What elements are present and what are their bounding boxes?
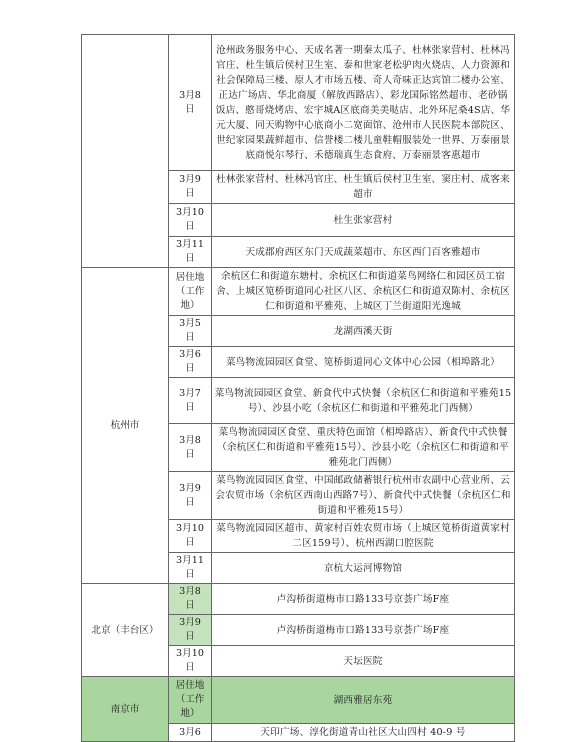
date-cell: 3月6日 [169,347,212,378]
table-row [82,268,515,316]
locations-cell: 菜鸟物流园园区食堂、笕桥街道同心文体中心公园（相埠路北） [212,347,515,378]
locations-cell: 杜生张家营村 [212,204,515,237]
locations-cell: 沧州政务服务中心、天成名著一期秦太瓜子、杜林张家营村、杜林冯官庄、杜生镇后侯村卫生室、泰和世家老松驴肉火烧店、人力资源和社会保障局三楼、原人才市场五楼、奇人奇味正达宾馆二楼办公室、正达广场店、华北商厦（解放西路店）、彩龙国际铭然超市、老砂锅饭店、憨哥烧烤店、宏宇城A区底商美美哒店、北外环尼桑4S店、华元大厦、同天购物中心底商小二宽面馆、沧州市人民医院本部院区、世纪家园果蔬鲜超市、信誉楼二楼儿童鞋帽服装处一世界、万泰丽景底商悦尔琴行、禾德瑞真生态食府、万泰丽景客惠超市 [212,35,515,171]
locations-cell: 龙湖西溪天街 [212,316,515,347]
date-cell: 居住地（工作地） [169,268,212,316]
date-cell: 3月9日 [169,171,212,204]
locations-cell: 天印广场、淳化街道青山社区大山四村 40-9 号 [212,724,515,742]
locations-cell: 京杭大运河博物馆 [212,553,515,584]
date-cell: 3月9日 [169,615,212,646]
table-row [82,584,515,615]
table-row [82,677,515,724]
locations-cell: 卢沟桥街道梅市口路133号京荟广场F座 [212,615,515,646]
date-cell: 3月10日 [169,646,212,677]
locations-cell: 湖西雅居东苑 [212,677,515,724]
locations-cell: 菜鸟物流园园区超市、黄家村百姓农贸市场（上城区笕桥街道黄家村二区159号）、杭州西湖口腔医院 [212,520,515,553]
locations-cell: 菜鸟物流园园区食堂、新食代中式快餐（余杭区仁和街道和平雅苑15号）、沙县小吃（余杭区仁和街道和平雅苑北门西侧） [212,378,515,424]
locations-cell: 杜林张家营村、杜林冯官庄、杜生镇后侯村卫生室、窦庄村、成客来超市 [212,171,515,204]
date-cell: 3月6 [169,724,212,742]
date-cell: 3月11日 [169,553,212,584]
date-cell: 3月5日 [169,316,212,347]
city-cell: 南京市 [82,677,169,742]
city-cell [82,35,169,268]
date-cell: 3月8日 [169,424,212,472]
city-cell: 杭州市 [82,268,169,584]
date-cell: 3月10日 [169,520,212,553]
date-cell: 3月10日 [169,204,212,237]
date-cell: 居住地（工作地） [169,677,212,724]
table-row [82,35,515,171]
date-cell: 3月8日 [169,584,212,615]
date-cell: 3月11日 [169,237,212,268]
exposure-locations-table [81,34,515,742]
date-cell: 3月8日 [169,35,212,171]
date-cell: 3月7日 [169,378,212,424]
locations-cell: 天成郡府西区东门天成蔬菜超市、东区西门百客雅超市 [212,237,515,268]
locations-cell: 菜鸟物流园园区食堂、重庆特色面馆（相埠路店）、新食代中式快餐（余杭区仁和街道和平雅苑15号）、沙县小吃（余杭区仁和街道和平雅苑北门西侧） [212,424,515,472]
locations-cell: 菜鸟物流园园区食堂、中国邮政储蓄银行杭州市农副中心营业所、云会农贸市场（余杭区西南山西路7号）、新食代中式快餐（余杭区仁和街道和平雅苑15号） [212,472,515,520]
locations-cell: 卢沟桥街道梅市口路133号京荟广场F座 [212,584,515,615]
date-cell: 3月9日 [169,472,212,520]
locations-cell: 余杭区仁和街道东塘村、余杭区仁和街道菜鸟网络仁和园区员工宿舍、上城区笕桥街道同心社区八区、余杭区仁和街道双陈村、余杭区仁和街道和平雅苑、上城区丁兰街道阳光逸城 [212,268,515,316]
city-cell: 北京（丰台区） [82,584,169,677]
locations-cell: 天坛医院 [212,646,515,677]
